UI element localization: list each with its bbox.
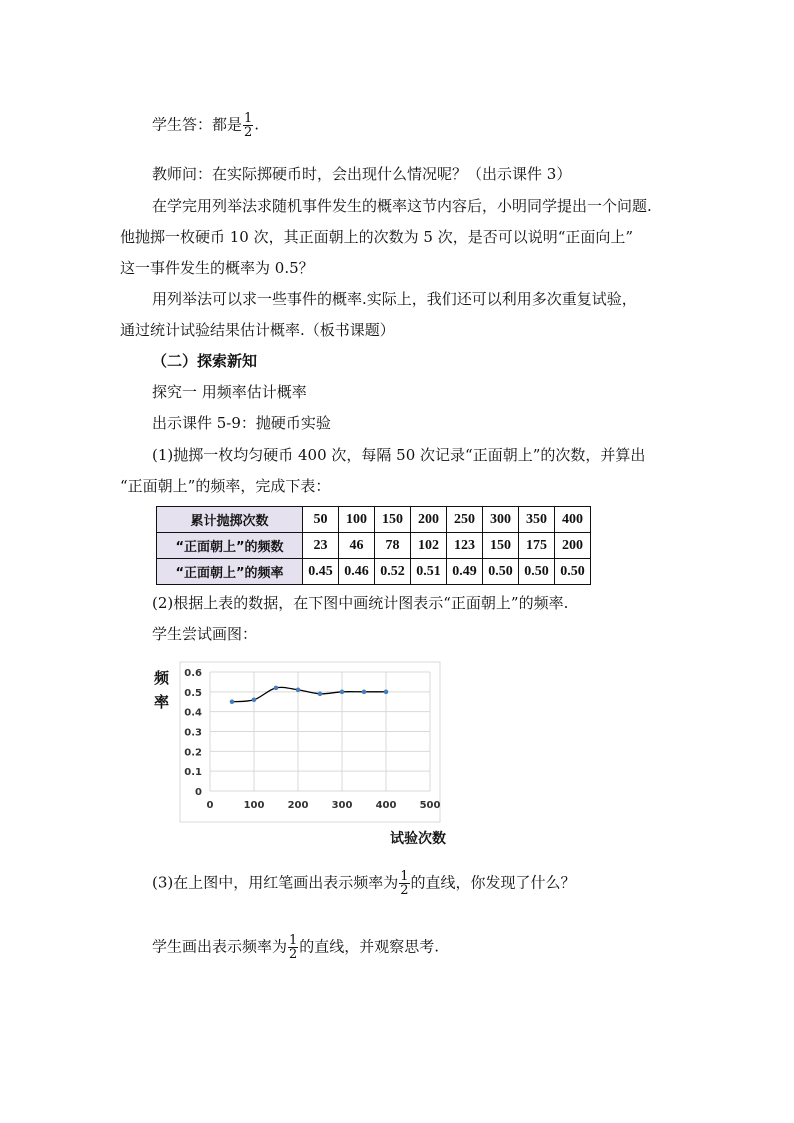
table-cell: 300	[483, 507, 519, 533]
frequency-line-chart	[150, 658, 450, 843]
student-draw: 学生画出表示频率为 $\frac{1}{2}$ 的直线，并观察思考.	[152, 933, 440, 962]
task-1-line-1: (1)抛掷一枚均匀硬币 400 次，每隔 50 次记录“正面朝上”的次数，并算出	[152, 446, 646, 464]
data-point	[384, 690, 389, 695]
y-tick-label: 0.3	[184, 727, 202, 739]
coin-toss-table	[156, 506, 591, 585]
chart-frame	[180, 662, 440, 822]
x-tick-label: 500	[419, 800, 441, 811]
table-cell: 350	[519, 507, 555, 533]
table-row	[157, 559, 591, 585]
paragraph-enumeration-2: 通过统计试验结果估计概率.（板书课题）	[120, 321, 395, 339]
table-cell: 0.46	[339, 559, 375, 585]
table-cell: 150	[375, 507, 411, 533]
task-2: (2)根据上表的数据，在下图中画统计图表示“正面朝上”的频率.	[152, 594, 569, 612]
student-try: 学生尝试画图：	[152, 625, 258, 643]
table-cell: 250	[447, 507, 483, 533]
paragraph-xiaoming-2: 他抛掷一枚硬币 10 次，其正面朝上的次数为 5 次，是否可以说明“正面向上”	[120, 228, 634, 246]
chart-xlabel: 试验次数	[390, 831, 446, 847]
x-tick-label: 100	[243, 800, 265, 811]
table-cell: 0.50	[483, 559, 519, 585]
table-cell: 102	[411, 533, 447, 559]
frequency-chart	[150, 658, 450, 843]
table-cell: 23	[303, 533, 339, 559]
table-cell: 400	[555, 507, 591, 533]
table-row	[157, 533, 591, 559]
table-cell: 150	[483, 533, 519, 559]
explore-title: 探究一 用频率估计概率	[152, 383, 307, 401]
data-point	[274, 686, 279, 691]
y-tick-label: 0.1	[184, 767, 202, 779]
row-header: “正面朝上”的频率	[157, 559, 303, 585]
section-heading: （二）探索新知	[152, 352, 258, 370]
x-tick-label: 300	[331, 800, 353, 811]
fraction-one-half: $\frac{1}{2}$	[289, 933, 298, 962]
table-row	[157, 507, 591, 533]
teacher-question: 教师问：在实际掷硬币时，会出现什么情况呢？（出示课件 3）	[152, 165, 572, 183]
table-cell: 0.50	[555, 559, 591, 585]
task-3: (3)在上图中，用红笔画出表示频率为 $\frac{1}{2}$ 的直线，你发现了什么？	[152, 869, 576, 898]
y-tick-label: 0.4	[184, 707, 202, 719]
data-point	[296, 688, 301, 693]
table-cell: 200	[555, 533, 591, 559]
paragraph-xiaoming-1: 在学完用列举法求随机事件发生的概率这节内容后，小明同学提出一个问题.	[152, 197, 652, 215]
x-tick-label: 0	[206, 800, 214, 811]
paragraph-xiaoming-3: 这一事件发生的概率为 0.5？	[120, 259, 314, 277]
table-cell: 123	[447, 533, 483, 559]
y-tick-label: 0.5	[184, 687, 202, 699]
task-1-line-2: “正面朝上”的频率，完成下表：	[120, 477, 331, 495]
row-header: “正面朝上”的频数	[157, 533, 303, 559]
table-cell: 0.49	[447, 559, 483, 585]
student-answer-line: 学生答：都是 $\frac{1}{2}$ .	[152, 111, 260, 140]
table-cell: 50	[303, 507, 339, 533]
x-tick-label: 400	[375, 800, 397, 811]
fraction-one-half: $\frac{1}{2}$	[244, 111, 253, 140]
table-cell: 100	[339, 507, 375, 533]
table-cell: 0.45	[303, 559, 339, 585]
chart-ylabel: 频率	[154, 669, 170, 711]
table-cell: 46	[339, 533, 375, 559]
x-tick-label: 200	[287, 800, 309, 811]
data-point	[340, 690, 345, 695]
table-cell: 200	[411, 507, 447, 533]
y-tick-label: 0.2	[184, 747, 202, 759]
data-point	[318, 692, 323, 697]
table-cell: 175	[519, 533, 555, 559]
fraction-one-half: $\frac{1}{2}$	[400, 869, 409, 898]
table-cell: 78	[375, 533, 411, 559]
table-cell: 0.50	[519, 559, 555, 585]
row-header: 累计抛掷次数	[157, 507, 303, 533]
paragraph-enumeration-1: 用列举法可以求一些事件的概率.实际上，我们还可以利用多次重复试验，	[152, 290, 637, 308]
y-tick-label: 0.6	[184, 668, 202, 679]
table-cell: 0.52	[375, 559, 411, 585]
table-cell: 0.51	[411, 559, 447, 585]
slide-note: 出示课件 5-9：抛硬币实验	[152, 414, 331, 432]
y-tick-label: 0	[195, 787, 202, 798]
data-point	[362, 690, 367, 695]
data-point	[230, 699, 235, 704]
data-point	[252, 697, 257, 702]
